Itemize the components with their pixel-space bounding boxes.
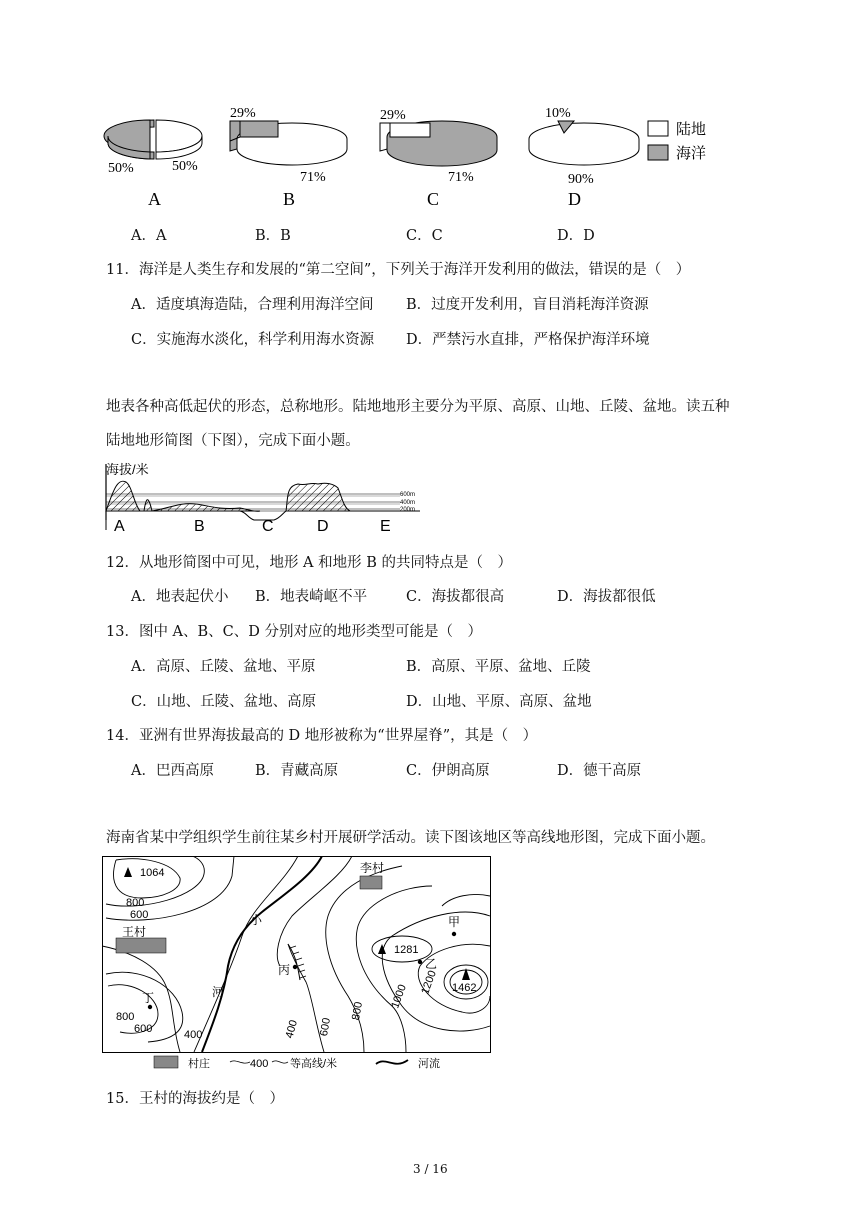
village-li-label: 李村 bbox=[360, 861, 385, 875]
contour-label: 800 bbox=[350, 1000, 366, 1022]
profile-level-400: 400m bbox=[400, 500, 416, 506]
profile-level-200: 200m bbox=[400, 507, 416, 513]
profile-letter-d: D bbox=[317, 518, 329, 534]
profile-letter-c: C bbox=[262, 518, 274, 534]
pie-b-label-sea: 29% bbox=[230, 106, 256, 121]
pie-chart-figure bbox=[90, 95, 730, 215]
profile-level-600: 600m bbox=[400, 492, 416, 498]
legend-land-swatch bbox=[648, 121, 668, 136]
peak-1064-label: 1064 bbox=[140, 867, 165, 879]
point-yi-marker bbox=[418, 960, 422, 964]
q14-option-a: A．巴西高原 bbox=[131, 763, 214, 779]
legend-land-label: 陆地 bbox=[676, 121, 707, 138]
pie-d-label-land: 90% bbox=[568, 172, 594, 187]
contour-label: 1200 bbox=[419, 968, 439, 997]
q10-option-d: D．D bbox=[557, 228, 595, 244]
page-number: 3 / 16 bbox=[413, 1162, 448, 1176]
legend-contour-value: 400 bbox=[250, 1058, 269, 1070]
peak-1281-label: 1281 bbox=[394, 944, 419, 956]
q10-option-c: C．C bbox=[406, 228, 443, 244]
pie-c-label-land: 29% bbox=[380, 108, 406, 123]
contour-label: 1000 bbox=[389, 982, 409, 1011]
contour-label: 400 bbox=[184, 1029, 203, 1041]
point-yi-label: 乙 bbox=[425, 957, 438, 971]
q13-option-b: B．高原、平原、盆地、丘陵 bbox=[406, 659, 591, 675]
village-wang-marker bbox=[116, 938, 166, 953]
q12-option-b: B．地表崎岖不平 bbox=[255, 589, 368, 605]
q14-option-d: D．德干高原 bbox=[557, 763, 642, 779]
landform-intro-line2: 陆地地形简图（下图），完成下面小题。 bbox=[106, 433, 360, 449]
river-char-xiao: 小 bbox=[250, 913, 263, 927]
profile-ylabel: 海拔/米 bbox=[106, 462, 149, 477]
legend-sea-swatch bbox=[648, 145, 668, 160]
pie-d bbox=[529, 121, 639, 165]
pie-b bbox=[230, 121, 347, 165]
village-li-marker bbox=[360, 876, 382, 889]
q10-option-a: A．A bbox=[131, 228, 167, 244]
point-ding-marker bbox=[148, 1005, 152, 1009]
pie-a-letter: A bbox=[148, 189, 161, 209]
pie-b-label-land: 71% bbox=[300, 170, 326, 185]
contour-label: 400 bbox=[283, 1018, 300, 1040]
q12-option-d: D．海拔都很低 bbox=[557, 589, 656, 605]
pie-b-letter: B bbox=[283, 189, 296, 209]
point-jia-marker bbox=[452, 932, 456, 936]
pie-d-letter: D bbox=[568, 189, 581, 209]
point-bing-label: 丙 bbox=[278, 963, 291, 977]
q13-option-a: A．高原、丘陵、盆地、平原 bbox=[131, 659, 316, 675]
landform-intro-line1: 地表各种高低起伏的形态，总称地形。陆地地形主要分为平原、高原、山地、丘陵、盆地。读五种 bbox=[106, 399, 730, 415]
legend-village-swatch bbox=[154, 1056, 178, 1068]
contour-label: 600 bbox=[134, 1023, 153, 1035]
legend-contour-label: 等高线/米 bbox=[290, 1058, 338, 1070]
pie-c-letter: C bbox=[427, 189, 440, 209]
village-wang-label: 王村 bbox=[122, 925, 147, 939]
profile-letter-a: A bbox=[114, 518, 125, 534]
peak-1462-label: 1462 bbox=[452, 982, 477, 994]
q11-option-a: A．适度填海造陆，合理利用海洋空间 bbox=[131, 297, 374, 313]
q13-stem: 13．图中 A、B、C、D 分别对应的地形类型可能是（ ） bbox=[106, 624, 483, 640]
legend-river-label: 河流 bbox=[418, 1058, 440, 1070]
pie-a-label-land: 50% bbox=[172, 159, 198, 174]
point-jia-label: 甲 bbox=[448, 915, 461, 929]
pie-a bbox=[104, 120, 202, 159]
pie-c-label-sea: 71% bbox=[448, 170, 474, 185]
pie-a-label-sea: 50% bbox=[108, 161, 134, 176]
contour-map bbox=[102, 856, 492, 1072]
legend-village-label: 村庄 bbox=[188, 1058, 210, 1070]
hainan-intro: 海南省某中学组织学生前往某乡村开展研学活动。读下图该地区等高线地形图，完成下面小题。 bbox=[106, 830, 715, 846]
q14-option-b: B．青藏高原 bbox=[255, 763, 339, 779]
profile-letter-e: E bbox=[380, 518, 391, 534]
q12-stem: 12．从地形简图中可见，地形 A 和地形 B 的共同特点是（ ） bbox=[106, 555, 513, 571]
legend-river-line bbox=[376, 1060, 408, 1064]
q10-option-b: B．B bbox=[255, 228, 291, 244]
contour-label: 600 bbox=[318, 1016, 334, 1038]
contour-label: 800 bbox=[126, 897, 145, 909]
q13-option-c: C．山地、丘陵、盆地、高原 bbox=[131, 694, 317, 710]
q11-option-d: D．严禁污水直排，严格保护海洋环境 bbox=[406, 332, 650, 348]
legend-sea-label: 海洋 bbox=[676, 145, 707, 162]
q11-option-c: C．实施海水淡化，科学利用海水资源 bbox=[131, 332, 375, 348]
profile-letter-b: B bbox=[194, 518, 205, 534]
pie-c bbox=[380, 121, 497, 166]
q12-option-c: C．海拔都很高 bbox=[406, 589, 505, 605]
point-bing-marker bbox=[293, 965, 297, 969]
pie-d-label-sea: 10% bbox=[545, 106, 571, 121]
q11-stem: 11．海洋是人类生存和发展的“第二空间”，下列关于海洋开发利用的做法，错误的是（ ） bbox=[106, 262, 691, 278]
contour-label: 800 bbox=[116, 1011, 135, 1023]
river-char-he: 河 bbox=[212, 985, 225, 999]
q15-stem: 15．王村的海拔约是（ ） bbox=[106, 1091, 284, 1107]
q12-option-a: A．地表起伏小 bbox=[131, 589, 229, 605]
point-ding-label: 丁 bbox=[142, 991, 155, 1005]
q13-option-d: D．山地、平原、高原、盆地 bbox=[406, 694, 592, 710]
q11-option-b: B．过度开发利用，盲目消耗海洋资源 bbox=[406, 297, 649, 313]
terrain-profile-figure bbox=[100, 458, 430, 534]
q14-stem: 14．亚洲有世界海拔最高的 D 地形被称为“世界屋脊”，其是（ ） bbox=[106, 728, 538, 744]
contour-label: 600 bbox=[130, 909, 149, 921]
q14-option-c: C．伊朗高原 bbox=[406, 763, 490, 779]
